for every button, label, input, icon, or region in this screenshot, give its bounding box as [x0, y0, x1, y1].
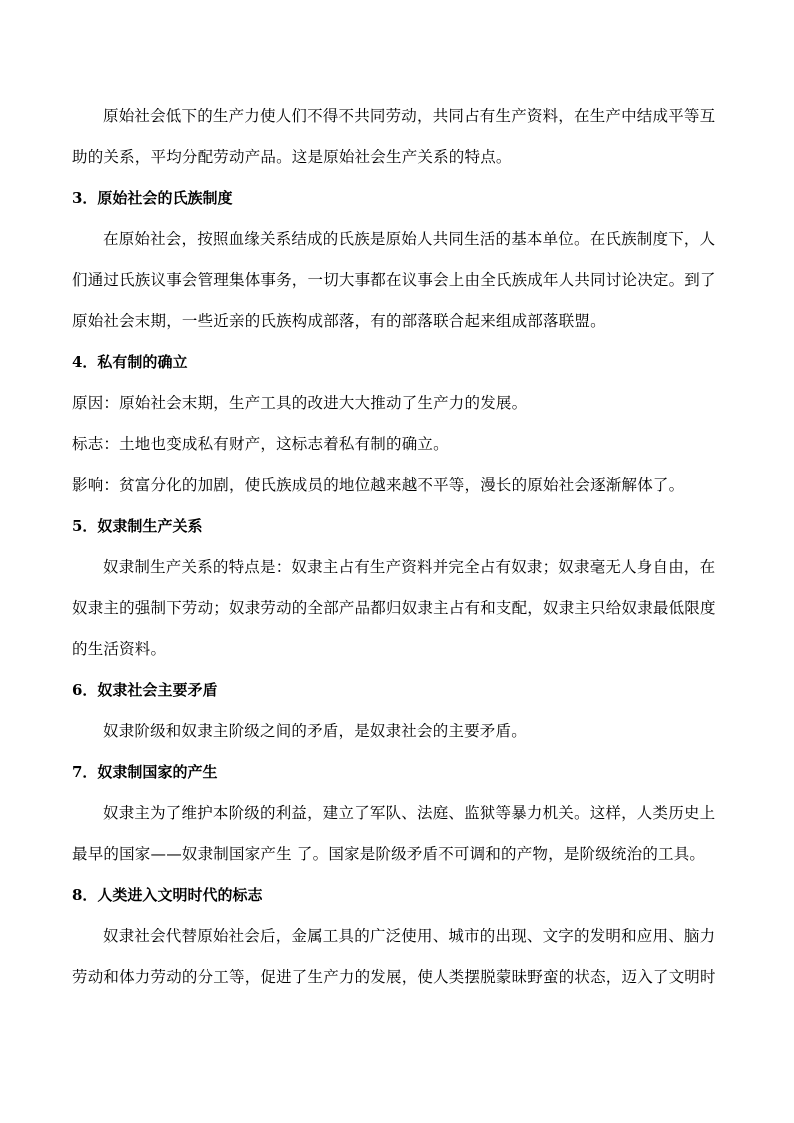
heading-civilization: 8．人类进入文明时代的标志 [72, 886, 263, 904]
paragraph-state-origin: 奴隶主为了维护本阶级的利益，建立了军队、法庭、监狱等暴力机关。这样，人类历史上最早的国家——奴隶制国家产生 了。国家是阶级矛盾不可调和的产物，是阶级统治的工具。 [72, 804, 716, 863]
heading-clan-system: 3．原始社会的氏族制度 [72, 189, 233, 207]
document-page [72, 96, 722, 998]
heading-private-ownership: 4．私有制的确立 [72, 353, 188, 371]
paragraph-clan-system: 在原始社会，按照血缘关系结成的氏族是原始人共同生活的基本单位。在氏族制度下，人们通过氏族议事会管理集体事务，一切大事都在议事会上由全氏族成年人共同讨论决定。到了原始社会末期，一些近亲的氏族构成部落，有的部落联合起来组成部落联盟。 [72, 230, 716, 330]
heading-slavery-relations: 5．奴隶制生产关系 [72, 517, 203, 535]
paragraph-slavery-relations: 奴隶制生产关系的特点是：奴隶主占有生产资料并完全占有奴隶；奴隶毫无人身自由，在奴隶主的强制下劳动；奴隶劳动的全部产品都归奴隶主占有和支配，奴隶主只给奴隶最低限度的生活资料。 [72, 558, 716, 658]
heading-main-contradiction: 6．奴隶社会主要矛盾 [72, 681, 218, 699]
paragraph-main-contradiction: 奴隶阶级和奴隶主阶级之间的矛盾，是奴隶社会的主要矛盾。 [103, 722, 527, 740]
line-impact: 影响：贫富分化的加剧，使氏族成员的地位越来越不平等，漫长的原始社会逐渐解体了。 [72, 476, 685, 494]
paragraph-civilization: 奴隶社会代替原始社会后，金属工具的广泛使用、城市的出现、文字的发明和应用、脑力劳动和体力劳动的分工等，促进了生产力的发展，使人类摆脱蒙昧野蛮的状态，迈入了文明时 [72, 927, 716, 986]
line-cause: 原因：原始社会末期，生产工具的改进大大推动了生产力的发展。 [72, 394, 528, 412]
heading-state-origin: 7．奴隶制国家的产生 [72, 763, 218, 781]
paragraph-primitive-relations: 原始社会低下的生产力使人们不得不共同劳动，共同占有生产资料，在生产中结成平等互助的关系，平均分配劳动产品。这是原始社会生产关系的特点。 [72, 107, 716, 166]
line-sign: 标志：土地也变成私有财产，这标志着私有制的确立。 [72, 435, 449, 453]
